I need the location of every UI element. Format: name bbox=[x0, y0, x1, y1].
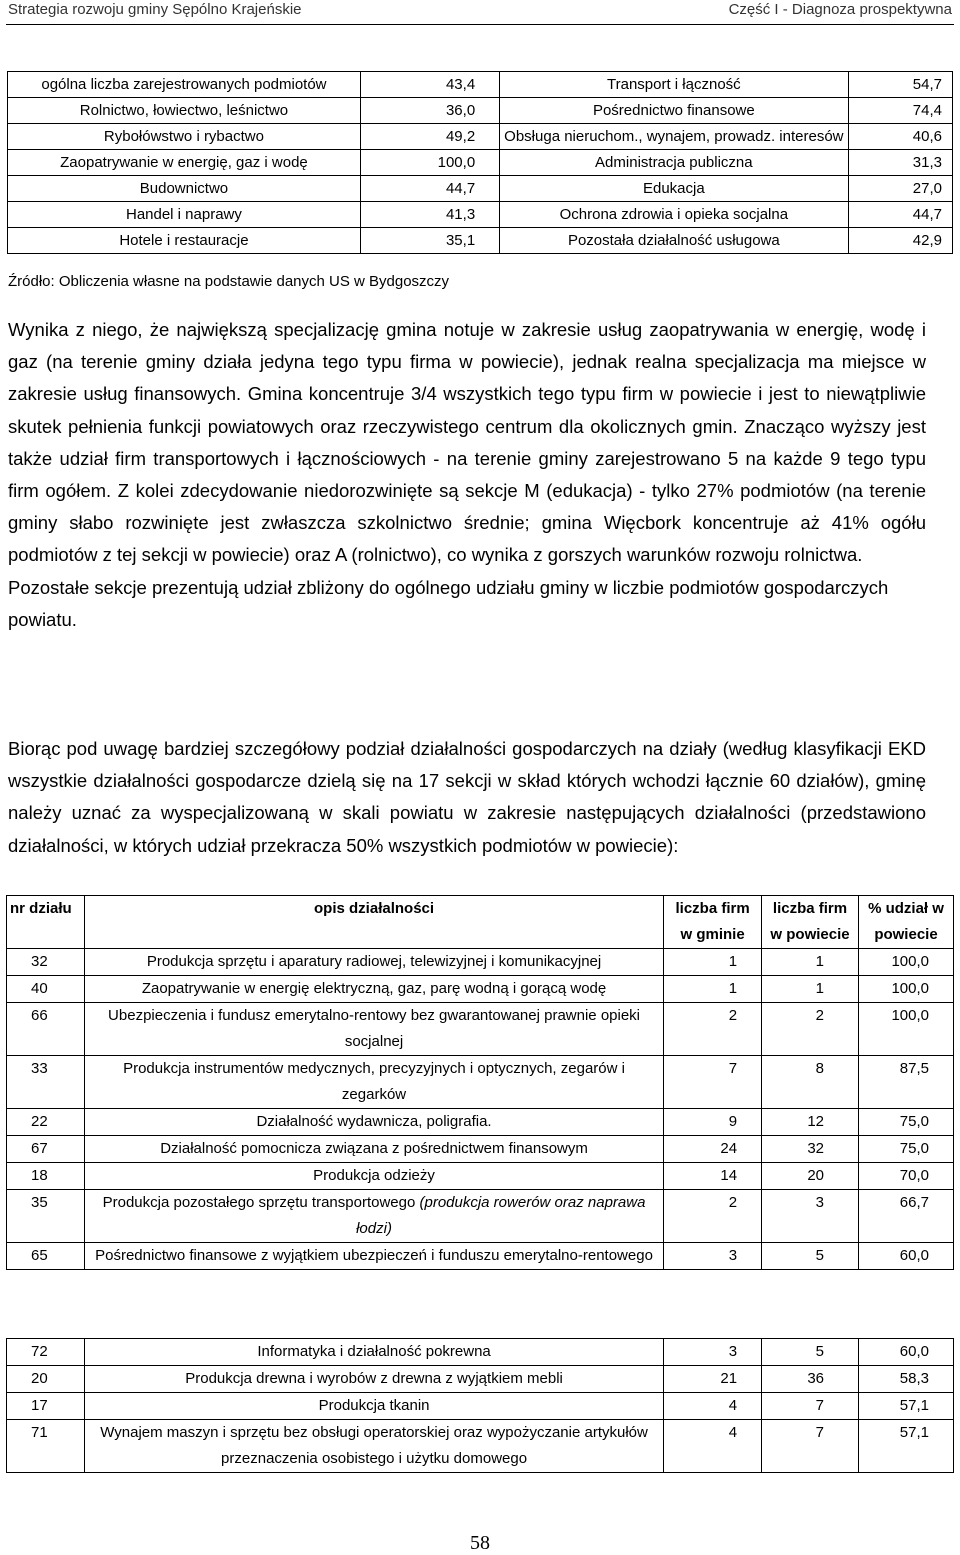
table-row bbox=[7, 1243, 954, 1270]
division-description: Działalność wydawnicza, poligrafia. bbox=[84, 1109, 663, 1136]
firms-in-commune: 14 bbox=[664, 1163, 762, 1190]
county-share: 100,0 bbox=[859, 949, 954, 976]
county-share: 75,0 bbox=[859, 1109, 954, 1136]
division-number: 40 bbox=[7, 976, 85, 1003]
table-row bbox=[7, 1393, 954, 1420]
firms-in-commune: 4 bbox=[664, 1420, 762, 1473]
sector-name: Edukacja bbox=[500, 176, 848, 202]
firms-in-commune: 9 bbox=[664, 1109, 762, 1136]
sector-name: Pozostała działalność usługowa bbox=[500, 228, 848, 254]
header-opis: opis działalności bbox=[84, 896, 663, 949]
firms-in-county: 2 bbox=[762, 1003, 859, 1056]
firms-in-county: 36 bbox=[762, 1366, 859, 1393]
page-number: 58 bbox=[470, 1532, 490, 1554]
sector-share: 35,1 bbox=[360, 228, 499, 254]
county-share: 57,1 bbox=[859, 1393, 954, 1420]
firms-in-county: 7 bbox=[762, 1393, 859, 1420]
firms-in-commune: 7 bbox=[664, 1056, 762, 1109]
county-share: 60,0 bbox=[859, 1339, 954, 1366]
firms-in-county: 3 bbox=[762, 1190, 859, 1243]
division-number: 18 bbox=[7, 1163, 85, 1190]
table-row bbox=[8, 72, 953, 98]
division-number: 22 bbox=[7, 1109, 85, 1136]
sector-name: Obsługa nieruchom., wynajem, prowadz. interesów bbox=[500, 124, 848, 150]
sector-name: Ochrona zdrowia i opieka socjalna bbox=[500, 202, 848, 228]
county-share: 60,0 bbox=[859, 1243, 954, 1270]
sector-share: 54,7 bbox=[848, 72, 953, 98]
table-row bbox=[8, 176, 953, 202]
sector-share: 43,4 bbox=[360, 72, 499, 98]
sector-name: Rybołówstwo i rybactwo bbox=[8, 124, 361, 150]
firms-in-commune: 2 bbox=[664, 1190, 762, 1243]
division-description: Produkcja instrumentów medycznych, precyzyjnych i optycznych, zegarów i zegarków bbox=[84, 1056, 663, 1109]
header-gmina: liczba firm w gminie bbox=[664, 896, 762, 949]
division-number: 71 bbox=[7, 1420, 85, 1473]
county-share: 100,0 bbox=[859, 1003, 954, 1056]
sector-share: 49,2 bbox=[360, 124, 499, 150]
sector-name: Budownictwo bbox=[8, 176, 361, 202]
sector-share: 36,0 bbox=[360, 98, 499, 124]
table-row bbox=[7, 1003, 954, 1056]
sector-share: 44,7 bbox=[848, 202, 953, 228]
sector-share: 31,3 bbox=[848, 150, 953, 176]
table-row bbox=[8, 124, 953, 150]
sector-name: Rolnictwo, łowiectwo, leśnictwo bbox=[8, 98, 361, 124]
sector-share-table bbox=[7, 71, 953, 254]
firms-in-county: 5 bbox=[762, 1243, 859, 1270]
sector-name: Administracja publiczna bbox=[500, 150, 848, 176]
firms-in-county: 32 bbox=[762, 1136, 859, 1163]
firms-in-county: 20 bbox=[762, 1163, 859, 1190]
table-row bbox=[7, 1136, 954, 1163]
sector-share: 100,0 bbox=[360, 150, 499, 176]
sector-share: 27,0 bbox=[848, 176, 953, 202]
division-description: Produkcja pozostałego sprzętu transportowego (produkcja rowerów oraz naprawa łodzi) bbox=[84, 1190, 663, 1243]
sector-share: 74,4 bbox=[848, 98, 953, 124]
division-number: 72 bbox=[7, 1339, 85, 1366]
division-description: Pośrednictwo finansowe z wyjątkiem ubezpieczeń i funduszu emerytalno-rentowego bbox=[84, 1243, 663, 1270]
firms-in-commune: 3 bbox=[664, 1243, 762, 1270]
table-row bbox=[7, 976, 954, 1003]
table-row bbox=[8, 228, 953, 254]
source-note: Źródło: Obliczenia własne na podstawie danych US w Bydgoszczy bbox=[8, 273, 450, 290]
sector-name: Transport i łączność bbox=[500, 72, 848, 98]
table-row bbox=[7, 1420, 954, 1473]
firms-in-county: 12 bbox=[762, 1109, 859, 1136]
sector-share: 44,7 bbox=[360, 176, 499, 202]
county-share: 70,0 bbox=[859, 1163, 954, 1190]
header-left-title: Strategia rozwoju gminy Sępólno Krajeńskie bbox=[8, 1, 302, 18]
firms-in-commune: 3 bbox=[664, 1339, 762, 1366]
header-powiat: liczba firm w powiecie bbox=[762, 896, 859, 949]
sector-name: ogólna liczba zarejestrowanych podmiotów bbox=[8, 72, 361, 98]
paragraph-other-sections: Pozostałe sekcje prezentują udział zbliżony do ogólnego udziału gminy w liczbie podmiotów gospodarczych powiatu. bbox=[8, 576, 889, 630]
division-description: Działalność pomocnicza związana z pośrednictwem finansowym bbox=[84, 1136, 663, 1163]
county-share: 100,0 bbox=[859, 976, 954, 1003]
division-number: 67 bbox=[7, 1136, 85, 1163]
firms-in-county: 7 bbox=[762, 1420, 859, 1473]
table-row bbox=[7, 1056, 954, 1109]
firms-in-commune: 2 bbox=[664, 1003, 762, 1056]
table-row bbox=[7, 1190, 954, 1243]
county-share: 75,0 bbox=[859, 1136, 954, 1163]
header-udzial: % udział w powiecie bbox=[859, 896, 954, 949]
page-header bbox=[8, 1, 952, 23]
header-nr: nr działu bbox=[7, 896, 85, 949]
county-share: 58,3 bbox=[859, 1366, 954, 1393]
table-row bbox=[7, 949, 954, 976]
firms-in-commune: 4 bbox=[664, 1393, 762, 1420]
division-number: 65 bbox=[7, 1243, 85, 1270]
sector-name: Handel i naprawy bbox=[8, 202, 361, 228]
firms-in-commune: 21 bbox=[664, 1366, 762, 1393]
sector-share: 42,9 bbox=[848, 228, 953, 254]
firms-in-county: 1 bbox=[762, 976, 859, 1003]
analysis-text bbox=[8, 314, 926, 636]
firms-in-commune: 1 bbox=[664, 949, 762, 976]
sector-name: Hotele i restauracje bbox=[8, 228, 361, 254]
intro-text bbox=[8, 733, 926, 862]
division-description: Informatyka i działalność pokrewna bbox=[84, 1339, 663, 1366]
division-description: Produkcja tkanin bbox=[84, 1393, 663, 1420]
firms-in-county: 8 bbox=[762, 1056, 859, 1109]
division-description: Produkcja odzieży bbox=[84, 1163, 663, 1190]
table-row bbox=[8, 98, 953, 124]
division-description: Produkcja sprzętu i aparatury radiowej, telewizyjnej i komunikacyjnej bbox=[84, 949, 663, 976]
table-row bbox=[8, 150, 953, 176]
firms-in-commune: 24 bbox=[664, 1136, 762, 1163]
paragraph-specialization: Wynika z niego, że największą specjalizację gmina notuje w zakresie usług zaopatrywania w energię, wodę i gaz (na terenie gminy działa jedyna tego typu firma w powiecie), jednak realna specjalizacja ma miejsce w zakresie usług finansowych. Gmina koncentruje 3/4 wszystkich tego typu firm w powiecie i jest to niewątpliwie skutek pełnienia funkcji powiatowych oraz rzeczywistego centrum dla okolicznych gmin. Znacząco wyższy jest także udział firm transportowych i łącznościowych - na terenie gminy zarejestrowano 5 na każde 9 tego typu firm ogółem. Z kolei zdecydowanie niedorozwinięte są sekcje M (edukacja) - tylko 27% podmiotów (na terenie gminy słabo rozwinięte jest zwłaszcza szkolnictwo średnie; gmina Więcbork koncentruje aż 41% ogółu podmiotów z tej sekcji w powiecie) oraz A (rolnictwo), co wynika z gorszych warunków rozwoju rolnictwa. bbox=[8, 319, 926, 566]
table-row bbox=[7, 1109, 954, 1136]
division-description: Ubezpieczenia i fundusz emerytalno-rentowy bez gwarantowanej prawnie opieki socjalnej bbox=[84, 1003, 663, 1056]
county-share: 66,7 bbox=[859, 1190, 954, 1243]
sector-share: 40,6 bbox=[848, 124, 953, 150]
header-right-title: Część I - Diagnoza prospektywna bbox=[728, 1, 952, 18]
division-number: 32 bbox=[7, 949, 85, 976]
firms-in-commune: 1 bbox=[664, 976, 762, 1003]
division-number: 33 bbox=[7, 1056, 85, 1109]
firms-in-county: 1 bbox=[762, 949, 859, 976]
sector-name: Zaopatrywanie w energię, gaz i wodę bbox=[8, 150, 361, 176]
specialization-table bbox=[6, 895, 954, 1270]
county-share: 57,1 bbox=[859, 1420, 954, 1473]
county-share: 87,5 bbox=[859, 1056, 954, 1109]
division-number: 20 bbox=[7, 1366, 85, 1393]
firms-in-county: 5 bbox=[762, 1339, 859, 1366]
division-number: 17 bbox=[7, 1393, 85, 1420]
sector-share: 41,3 bbox=[360, 202, 499, 228]
table-row bbox=[8, 202, 953, 228]
table-row bbox=[7, 1339, 954, 1366]
header-divider bbox=[6, 24, 954, 25]
division-number: 35 bbox=[7, 1190, 85, 1243]
sector-name: Pośrednictwo finansowe bbox=[500, 98, 848, 124]
division-description: Wynajem maszyn i sprzętu bez obsługi operatorskiej oraz wypożyczanie artykułów przeznaczenia osobistego i użytku domowego bbox=[84, 1420, 663, 1473]
specialization-table-continued bbox=[6, 1338, 954, 1473]
table-row bbox=[7, 1163, 954, 1190]
division-description: Produkcja drewna i wyrobów z drewna z wyjątkiem mebli bbox=[84, 1366, 663, 1393]
table-header-row bbox=[7, 896, 954, 949]
table-row bbox=[7, 1366, 954, 1393]
division-description: Zaopatrywanie w energię elektryczną, gaz, parę wodną i gorącą wodę bbox=[84, 976, 663, 1003]
paragraph-detailed-division: Biorąc pod uwagę bardziej szczegółowy podział działalności gospodarczych na działy (według klasyfikacji EKD wszystkie działalności gospodarcze dzielą się na 17 sekcji w skład których wchodzi łącznie 60 działów), gminę należy uznać za wyspecjalizowaną w skali powiatu w zakresie następujących działalności (przedstawiono działalności, w których udział przekracza 50% wszystkich podmiotów w powiecie): bbox=[8, 738, 926, 856]
division-number: 66 bbox=[7, 1003, 85, 1056]
